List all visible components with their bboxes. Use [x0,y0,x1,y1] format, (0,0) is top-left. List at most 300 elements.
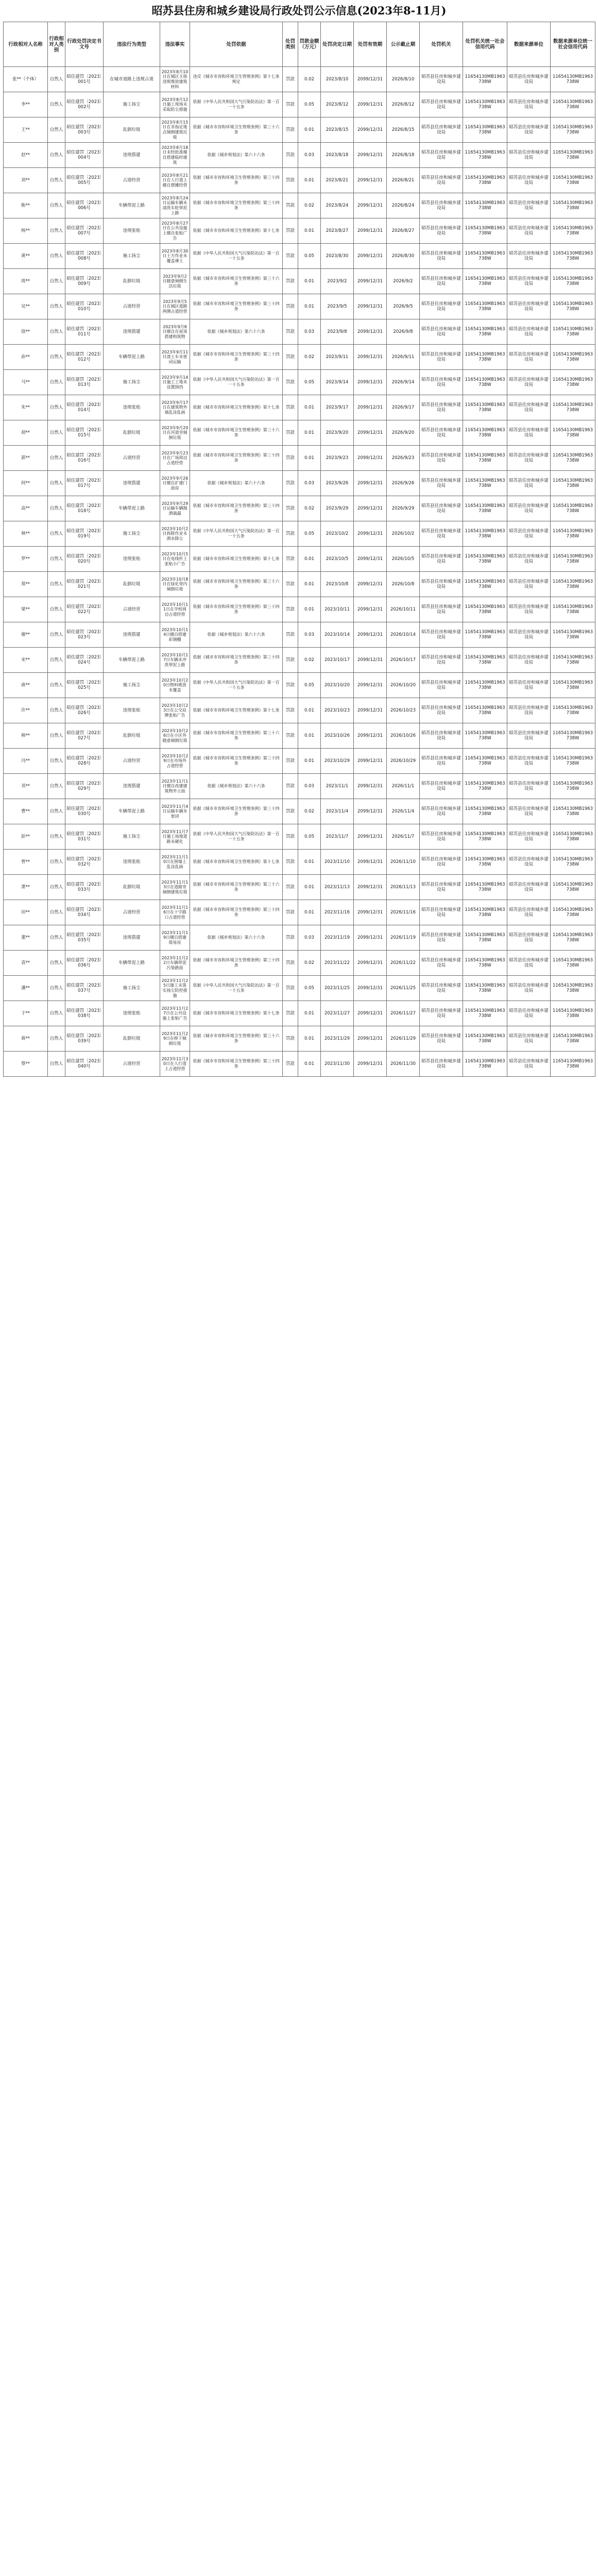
cell-name: 董** [4,925,48,951]
header-cell: 数据来源单位 [507,22,551,67]
cell-source-code: 11654130MB1963738W [551,925,595,951]
cell-violation-fact: 2023年9月20日在河道旁倾倒垃圾 [160,420,190,446]
cell-name: 杨** [4,218,48,244]
cell-publication-end: 2026/8/12 [387,92,420,117]
cell-violation-type: 占道经营 [104,900,160,925]
cell-person-type: 自然人 [48,673,65,698]
cell-source-code: 11654130MB1963738W [551,244,595,269]
cell-person-type: 自然人 [48,900,65,925]
cell-fine-amount: 0.01 [298,875,321,900]
cell-penalty-category: 罚款 [283,395,298,420]
cell-valid-until: 2099/12/31 [354,648,387,673]
cell-organ-code: 11654130MB1963738W [463,395,507,420]
cell-document-number: 昭住建罚〔2023〕003号 [65,117,104,143]
table-row [4,446,595,471]
cell-decision-date: 2023/9/2 [321,269,354,294]
cell-penalty-basis: 依据《中华人民共和国大气污染防治法》第一百一十五条 [190,92,283,117]
cell-decision-date: 2023/9/23 [321,446,354,471]
cell-decision-date: 2023/8/10 [321,67,354,92]
cell-publication-end: 2026/8/24 [387,193,420,218]
cell-penalty-category: 罚款 [283,193,298,218]
cell-penalty-organ: 昭苏县住房和城乡建设局 [420,420,463,446]
cell-document-number: 昭住建罚〔2023〕015号 [65,420,104,446]
cell-decision-date: 2023/10/11 [321,597,354,622]
cell-violation-fact: 2023年11月19日擅自搭建简易房 [160,925,190,951]
cell-document-number: 昭住建罚〔2023〕029号 [65,774,104,799]
cell-organ-code: 11654130MB1963738W [463,900,507,925]
header-cell: 罚款金额（万元） [298,22,321,67]
cell-organ-code: 11654130MB1963738W [463,698,507,723]
cell-penalty-category: 罚款 [283,799,298,824]
table-row [4,420,595,446]
penalty-table [3,22,595,1077]
cell-penalty-organ: 昭苏县住房和城乡建设局 [420,597,463,622]
cell-data-source: 昭苏县住房和城乡建设局 [507,597,551,622]
cell-decision-date: 2023/8/12 [321,92,354,117]
cell-penalty-basis: 依据《中华人民共和国大气污染防治法》第一百一十五条 [190,976,283,1001]
cell-source-code: 11654130MB1963738W [551,395,595,420]
cell-fine-amount: 0.05 [298,521,321,547]
cell-penalty-basis: 依据《城市市容和环境卫生管理条例》第三十四条 [190,446,283,471]
cell-document-number: 昭住建罚〔2023〕026号 [65,698,104,723]
cell-person-type: 自然人 [48,193,65,218]
table-row [4,294,595,319]
cell-document-number: 昭住建罚〔2023〕010号 [65,294,104,319]
cell-person-type: 自然人 [48,92,65,117]
cell-data-source: 昭苏县住房和城乡建设局 [507,496,551,521]
table-row [4,496,595,521]
cell-organ-code: 11654130MB1963738W [463,420,507,446]
cell-organ-code: 11654130MB1963738W [463,193,507,218]
cell-penalty-organ: 昭苏县住房和城乡建设局 [420,850,463,875]
cell-publication-end: 2026/10/29 [387,749,420,774]
cell-valid-until: 2099/12/31 [354,824,387,850]
cell-penalty-category: 罚款 [283,446,298,471]
cell-penalty-organ: 昭苏县住房和城乡建设局 [420,572,463,597]
cell-penalty-category: 罚款 [283,294,298,319]
cell-document-number: 昭住建罚〔2023〕023号 [65,622,104,648]
cell-document-number: 昭住建罚〔2023〕031号 [65,824,104,850]
cell-violation-type: 占道经营 [104,294,160,319]
cell-violation-fact: 2023年10月29日在市场外占道经营 [160,749,190,774]
cell-name: 谢** [4,622,48,648]
cell-organ-code: 11654130MB1963738W [463,1001,507,1026]
cell-source-code: 11654130MB1963738W [551,1052,595,1077]
cell-source-code: 11654130MB1963738W [551,471,595,496]
cell-penalty-basis: 依据《城市市容和环境卫生管理条例》第十七条 [190,1001,283,1026]
cell-penalty-basis: 依据《城市市容和环境卫生管理条例》第三十四条 [190,648,283,673]
cell-document-number: 昭住建罚〔2023〕013号 [65,370,104,395]
table-row [4,723,595,749]
cell-name: 吴** [4,294,48,319]
cell-penalty-basis: 依据《中华人民共和国大气污染防治法》第一百一十五条 [190,521,283,547]
cell-data-source: 昭苏县住房和城乡建设局 [507,799,551,824]
cell-decision-date: 2023/11/4 [321,799,354,824]
cell-violation-fact: 2023年8月18日未经批准擅自搭建临时建筑 [160,143,190,168]
cell-fine-amount: 0.03 [298,774,321,799]
cell-fine-amount: 0.01 [298,698,321,723]
table-row [4,622,595,648]
cell-penalty-category: 罚款 [283,850,298,875]
cell-document-number: 昭住建罚〔2023〕019号 [65,521,104,547]
cell-valid-until: 2099/12/31 [354,193,387,218]
cell-publication-end: 2026/11/13 [387,875,420,900]
cell-data-source: 昭苏县住房和城乡建设局 [507,395,551,420]
cell-penalty-category: 罚款 [283,925,298,951]
table-row [4,345,595,370]
cell-organ-code: 11654130MB1963738W [463,723,507,749]
cell-organ-code: 11654130MB1963738W [463,824,507,850]
cell-source-code: 11654130MB1963738W [551,218,595,244]
cell-name: 黄** [4,244,48,269]
cell-valid-until: 2099/12/31 [354,521,387,547]
cell-data-source: 昭苏县住房和城乡建设局 [507,951,551,976]
cell-penalty-organ: 昭苏县住房和城乡建设局 [420,749,463,774]
cell-penalty-organ: 昭苏县住房和城乡建设局 [420,370,463,395]
cell-person-type: 自然人 [48,370,65,395]
cell-penalty-organ: 昭苏县住房和城乡建设局 [420,673,463,698]
cell-violation-type: 车辆带泥上路 [104,193,160,218]
cell-person-type: 自然人 [48,976,65,1001]
cell-decision-date: 2023/9/20 [321,420,354,446]
cell-penalty-basis: 依据《城市市容和环境卫生管理条例》第三十四条 [190,294,283,319]
cell-name: 潘** [4,976,48,1001]
cell-document-number: 昭住建罚〔2023〕001号 [65,67,104,92]
cell-document-number: 昭住建罚〔2023〕012号 [65,345,104,370]
cell-person-type: 自然人 [48,345,65,370]
cell-organ-code: 11654130MB1963738W [463,345,507,370]
cell-name: 刘** [4,168,48,193]
cell-source-code: 11654130MB1963738W [551,875,595,900]
cell-publication-end: 2026/9/5 [387,294,420,319]
cell-data-source: 昭苏县住房和城乡建设局 [507,850,551,875]
cell-person-type: 自然人 [48,648,65,673]
cell-publication-end: 2026/11/30 [387,1052,420,1077]
cell-valid-until: 2099/12/31 [354,117,387,143]
cell-source-code: 11654130MB1963738W [551,824,595,850]
cell-penalty-basis: 依据《城市市容和环境卫生管理条例》第三十四条 [190,496,283,521]
cell-penalty-category: 罚款 [283,749,298,774]
cell-penalty-basis: 依据《中华人民共和国大气污染防治法》第一百一十五条 [190,244,283,269]
cell-penalty-basis: 依据《中华人民共和国大气污染防治法》第一百一十五条 [190,370,283,395]
cell-publication-end: 2026/9/17 [387,395,420,420]
cell-fine-amount: 0.03 [298,471,321,496]
cell-organ-code: 11654130MB1963738W [463,774,507,799]
cell-fine-amount: 0.05 [298,370,321,395]
cell-publication-end: 2026/9/20 [387,420,420,446]
cell-fine-amount: 0.01 [298,420,321,446]
cell-decision-date: 2023/11/16 [321,900,354,925]
table-row [4,395,595,420]
cell-fine-amount: 0.01 [298,850,321,875]
cell-valid-until: 2099/12/31 [354,749,387,774]
cell-decision-date: 2023/8/24 [321,193,354,218]
cell-document-number: 昭住建罚〔2023〕006号 [65,193,104,218]
cell-source-code: 11654130MB1963738W [551,319,595,345]
cell-decision-date: 2023/11/22 [321,951,354,976]
cell-violation-fact: 2023年8月21日在人行道上擅自摆摊经营 [160,168,190,193]
cell-valid-until: 2099/12/31 [354,319,387,345]
cell-penalty-category: 罚款 [283,92,298,117]
cell-penalty-basis: 依据《城乡规划法》第六十六条 [190,622,283,648]
cell-name: 宋** [4,648,48,673]
table-row [4,673,595,698]
cell-valid-until: 2099/12/31 [354,92,387,117]
cell-penalty-category: 罚款 [283,824,298,850]
cell-name: 于** [4,1001,48,1026]
table-row [4,749,595,774]
cell-violation-type: 占道经营 [104,446,160,471]
cell-person-type: 自然人 [48,1001,65,1026]
table-row [4,951,595,976]
cell-organ-code: 11654130MB1963738W [463,496,507,521]
cell-organ-code: 11654130MB1963738W [463,597,507,622]
cell-source-code: 11654130MB1963738W [551,521,595,547]
cell-penalty-organ: 昭苏县住房和城乡建设局 [420,244,463,269]
cell-person-type: 自然人 [48,395,65,420]
cell-penalty-category: 罚款 [283,622,298,648]
cell-name: 高** [4,496,48,521]
cell-violation-type: 违规张贴 [104,218,160,244]
header-cell: 处罚机关统一社会信用代码 [463,22,507,67]
cell-source-code: 11654130MB1963738W [551,294,595,319]
cell-decision-date: 2023/10/26 [321,723,354,749]
cell-fine-amount: 0.01 [298,723,321,749]
table-row [4,471,595,496]
cell-violation-type: 施工扬尘 [104,976,160,1001]
cell-valid-until: 2099/12/31 [354,698,387,723]
cell-data-source: 昭苏县住房和城乡建设局 [507,193,551,218]
cell-decision-date: 2023/8/21 [321,168,354,193]
cell-publication-end: 2026/10/17 [387,648,420,673]
cell-publication-end: 2026/9/2 [387,269,420,294]
cell-publication-end: 2026/8/30 [387,244,420,269]
cell-fine-amount: 0.01 [298,749,321,774]
cell-decision-date: 2023/8/15 [321,117,354,143]
cell-publication-end: 2026/10/2 [387,521,420,547]
cell-violation-fact: 2023年10月8日在绿化带内倾倒垃圾 [160,572,190,597]
table-body [4,67,595,1077]
cell-publication-end: 2026/8/27 [387,218,420,244]
cell-data-source: 昭苏县住房和城乡建设局 [507,1052,551,1077]
cell-source-code: 11654130MB1963738W [551,1001,595,1026]
cell-valid-until: 2099/12/31 [354,900,387,925]
cell-fine-amount: 0.01 [298,218,321,244]
cell-name: 朱** [4,395,48,420]
cell-violation-fact: 2023年8月24日运输车辆未清洗车轮带泥上路 [160,193,190,218]
cell-violation-fact: 2023年11月25日施工未落实扬尘防控措施 [160,976,190,1001]
header-cell: 处罚类别 [283,22,298,67]
cell-source-code: 11654130MB1963738W [551,269,595,294]
cell-penalty-organ: 昭苏县住房和城乡建设局 [420,900,463,925]
cell-violation-type: 乱倒垃圾 [104,723,160,749]
cell-fine-amount: 0.01 [298,547,321,572]
table-header-row [4,22,595,67]
cell-penalty-organ: 昭苏县住房和城乡建设局 [420,824,463,850]
table-row [4,850,595,875]
cell-valid-until: 2099/12/31 [354,875,387,900]
cell-penalty-basis: 依据《城市市容和环境卫生管理条例》第三十六条 [190,420,283,446]
cell-organ-code: 11654130MB1963738W [463,370,507,395]
cell-penalty-category: 罚款 [283,420,298,446]
cell-name: 韩** [4,723,48,749]
cell-data-source: 昭苏县住房和城乡建设局 [507,824,551,850]
cell-name: 王** [4,117,48,143]
cell-publication-end: 2026/11/29 [387,1026,420,1052]
cell-violation-type: 车辆带泥上路 [104,345,160,370]
cell-fine-amount: 0.03 [298,925,321,951]
cell-violation-fact: 2023年9月26日擅自扩建门面房 [160,471,190,496]
cell-fine-amount: 0.05 [298,244,321,269]
cell-decision-date: 2023/9/17 [321,395,354,420]
cell-organ-code: 11654130MB1963738W [463,143,507,168]
table-row [4,547,595,572]
cell-name: 马** [4,370,48,395]
cell-violation-fact: 2023年10月11日在学校周边占道经营 [160,597,190,622]
header-cell: 公示截止期 [387,22,420,67]
cell-penalty-basis: 依据《城市市容和环境卫生管理条例》第三十四条 [190,900,283,925]
cell-penalty-organ: 昭苏县住房和城乡建设局 [420,496,463,521]
cell-penalty-organ: 昭苏县住房和城乡建设局 [420,1026,463,1052]
cell-violation-type: 车辆带泥上路 [104,648,160,673]
cell-valid-until: 2099/12/31 [354,395,387,420]
cell-organ-code: 11654130MB1963738W [463,875,507,900]
cell-penalty-category: 罚款 [283,67,298,92]
cell-publication-end: 2026/11/4 [387,799,420,824]
cell-penalty-basis: 违反《城市市容和环境卫生管理条例》第十七条规定 [190,67,283,92]
cell-violation-fact: 2023年11月13日在道路旁倾倒建筑垃圾 [160,875,190,900]
cell-name: 周** [4,269,48,294]
cell-person-type: 自然人 [48,799,65,824]
cell-organ-code: 11654130MB1963738W [463,218,507,244]
cell-publication-end: 2026/9/26 [387,471,420,496]
cell-violation-fact: 2023年11月22日车辆带泥污染路面 [160,951,190,976]
cell-organ-code: 11654130MB1963738W [463,521,507,547]
cell-valid-until: 2099/12/31 [354,1052,387,1077]
cell-decision-date: 2023/10/8 [321,572,354,597]
table-row [4,521,595,547]
cell-source-code: 11654130MB1963738W [551,648,595,673]
cell-document-number: 昭住建罚〔2023〕018号 [65,496,104,521]
cell-organ-code: 11654130MB1963738W [463,749,507,774]
cell-decision-date: 2023/10/23 [321,698,354,723]
cell-penalty-organ: 昭苏县住房和城乡建设局 [420,976,463,1001]
cell-penalty-category: 罚款 [283,521,298,547]
cell-organ-code: 11654130MB1963738W [463,572,507,597]
cell-organ-code: 11654130MB1963738W [463,446,507,471]
cell-penalty-category: 罚款 [283,572,298,597]
cell-fine-amount: 0.01 [298,1052,321,1077]
cell-penalty-basis: 依据《城市市容和环境卫生管理条例》第三十四条 [190,799,283,824]
cell-publication-end: 2026/8/21 [387,168,420,193]
cell-document-number: 昭住建罚〔2023〕008号 [65,244,104,269]
cell-fine-amount: 0.01 [298,294,321,319]
cell-valid-until: 2099/12/31 [354,244,387,269]
cell-decision-date: 2023/8/18 [321,143,354,168]
cell-penalty-organ: 昭苏县住房和城乡建设局 [420,345,463,370]
cell-violation-type: 施工扬尘 [104,244,160,269]
cell-decision-date: 2023/9/14 [321,370,354,395]
cell-penalty-category: 罚款 [283,976,298,1001]
cell-person-type: 自然人 [48,925,65,951]
cell-violation-fact: 2023年8月12日施工现场未采取防尘措施 [160,92,190,117]
cell-violation-type: 违规搭建 [104,319,160,345]
header-cell: 处罚依据 [190,22,283,67]
cell-source-code: 11654130MB1963738W [551,420,595,446]
cell-valid-until: 2099/12/31 [354,370,387,395]
cell-penalty-basis: 依据《城市市容和环境卫生管理条例》第三十六条 [190,572,283,597]
cell-publication-end: 2026/9/11 [387,345,420,370]
header-cell: 处罚机关 [420,22,463,67]
cell-person-type: 自然人 [48,319,65,345]
cell-violation-type: 占道经营 [104,168,160,193]
cell-organ-code: 11654130MB1963738W [463,294,507,319]
cell-violation-type: 乱倒垃圾 [104,875,160,900]
cell-penalty-organ: 昭苏县住房和城乡建设局 [420,92,463,117]
table-row [4,976,595,1001]
cell-fine-amount: 0.02 [298,67,321,92]
cell-valid-until: 2099/12/31 [354,597,387,622]
cell-person-type: 自然人 [48,774,65,799]
cell-name: 林** [4,521,48,547]
cell-source-code: 11654130MB1963738W [551,774,595,799]
cell-decision-date: 2023/11/1 [321,774,354,799]
cell-penalty-organ: 昭苏县住房和城乡建设局 [420,875,463,900]
table-row [4,1052,595,1077]
cell-penalty-organ: 昭苏县住房和城乡建设局 [420,723,463,749]
cell-decision-date: 2023/8/27 [321,218,354,244]
cell-name: 蒋** [4,1026,48,1052]
cell-penalty-organ: 昭苏县住房和城乡建设局 [420,698,463,723]
cell-penalty-basis: 依据《城市市容和环境卫生管理条例》第三十四条 [190,345,283,370]
cell-publication-end: 2026/10/8 [387,572,420,597]
cell-person-type: 自然人 [48,850,65,875]
cell-violation-type: 占道经营 [104,1052,160,1077]
cell-name: 袁** [4,951,48,976]
cell-decision-date: 2023/11/25 [321,976,354,1001]
cell-source-code: 11654130MB1963738W [551,749,595,774]
cell-penalty-organ: 昭苏县住房和城乡建设局 [420,67,463,92]
cell-person-type: 自然人 [48,597,65,622]
cell-source-code: 11654130MB1963738W [551,547,595,572]
cell-organ-code: 11654130MB1963738W [463,925,507,951]
cell-penalty-basis: 依据《城乡规划法》第六十六条 [190,774,283,799]
cell-publication-end: 2026/10/23 [387,698,420,723]
cell-decision-date: 2023/10/5 [321,547,354,572]
cell-valid-until: 2099/12/31 [354,294,387,319]
header-cell: 处罚有效期 [354,22,387,67]
cell-person-type: 自然人 [48,875,65,900]
cell-violation-fact: 2023年10月2日拆除作业未洒水降尘 [160,521,190,547]
cell-violation-fact: 2023年8月10日在城区主街违规堆放建筑材料 [160,67,190,92]
cell-valid-until: 2099/12/31 [354,976,387,1001]
cell-valid-until: 2099/12/31 [354,269,387,294]
cell-violation-type: 车辆带泥上路 [104,951,160,976]
cell-data-source: 昭苏县住房和城乡建设局 [507,648,551,673]
cell-valid-until: 2099/12/31 [354,622,387,648]
cell-penalty-category: 罚款 [283,1001,298,1026]
cell-penalty-organ: 昭苏县住房和城乡建设局 [420,294,463,319]
cell-document-number: 昭住建罚〔2023〕040号 [65,1052,104,1077]
cell-penalty-category: 罚款 [283,723,298,749]
cell-penalty-basis: 依据《城市市容和环境卫生管理条例》第十七条 [190,547,283,572]
cell-violation-type: 违规搭建 [104,774,160,799]
cell-penalty-category: 罚款 [283,143,298,168]
cell-penalty-category: 罚款 [283,597,298,622]
cell-valid-until: 2099/12/31 [354,471,387,496]
cell-penalty-organ: 昭苏县住房和城乡建设局 [420,143,463,168]
cell-source-code: 11654130MB1963738W [551,168,595,193]
